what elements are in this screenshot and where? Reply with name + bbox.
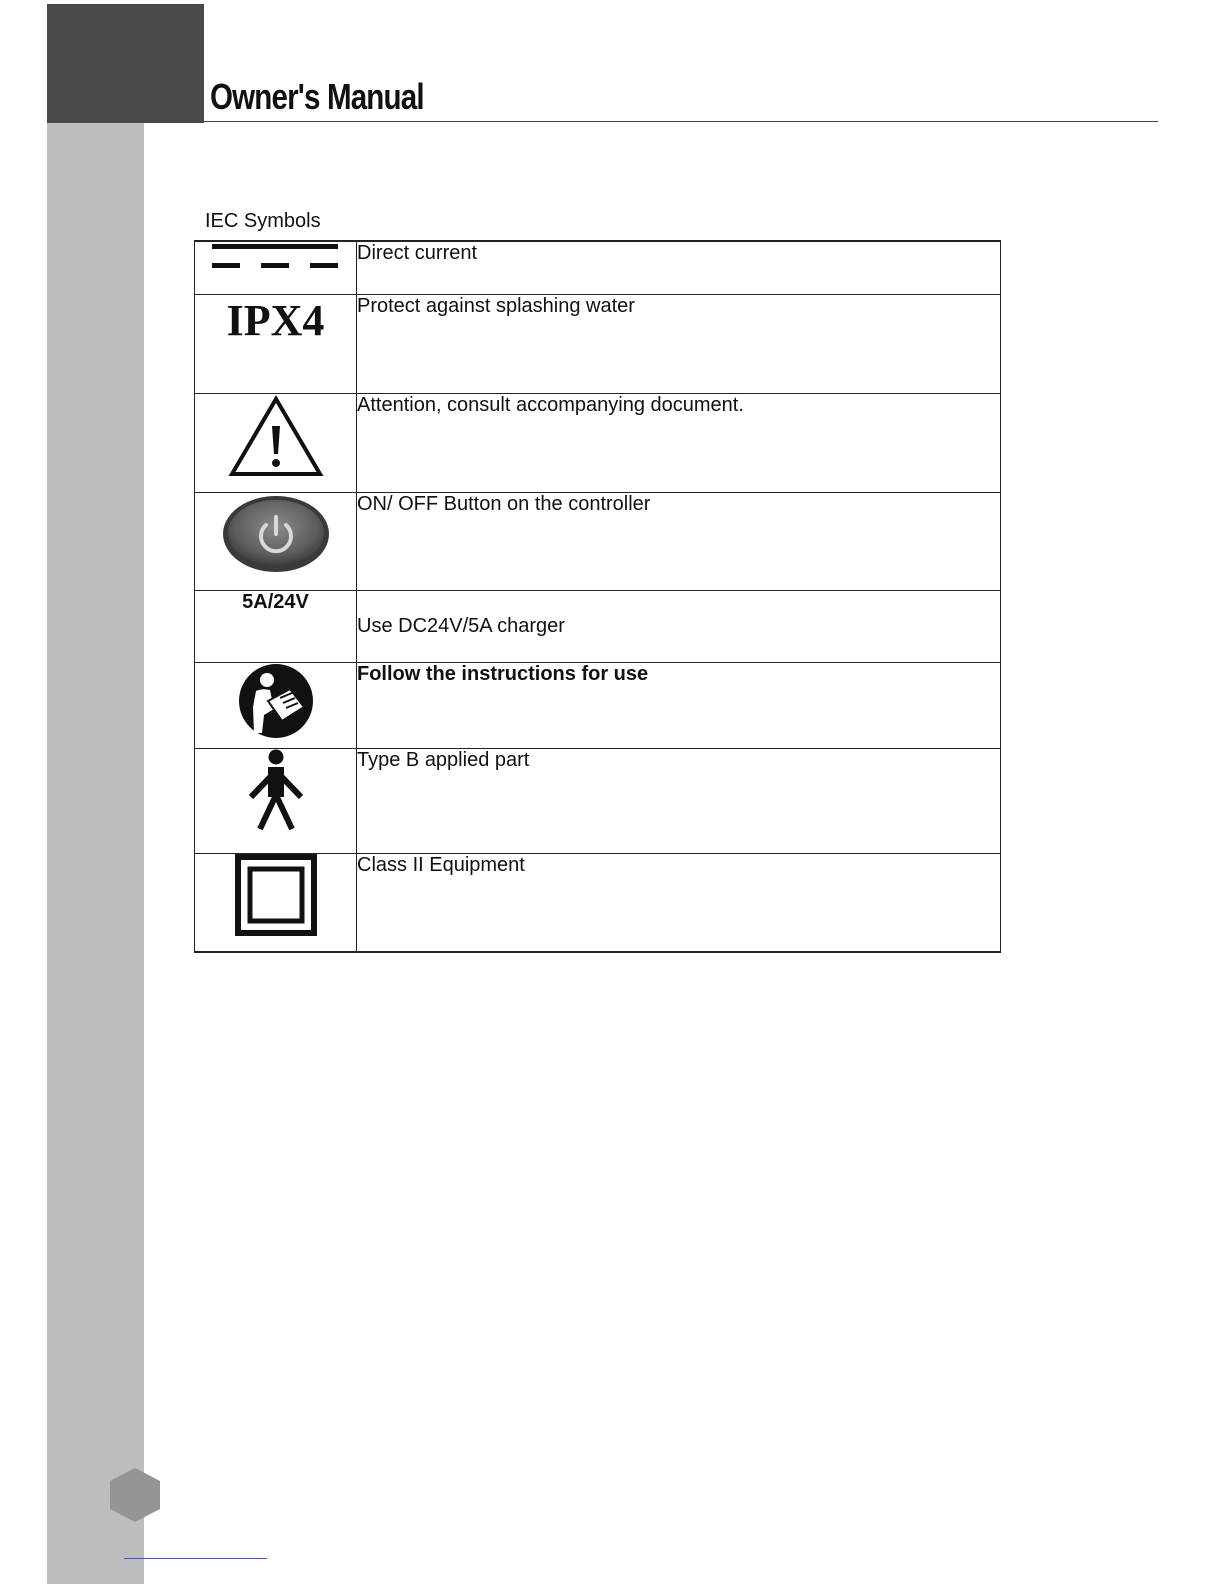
side-bar bbox=[47, 123, 144, 1584]
symbol-cell bbox=[195, 748, 357, 853]
description-cell: Type B applied part bbox=[357, 748, 1001, 853]
page-title: Owner's Manual bbox=[210, 76, 424, 117]
symbol-cell bbox=[195, 241, 357, 294]
symbol-cell bbox=[195, 294, 357, 393]
description-cell: Attention, consult accompanying document. bbox=[357, 393, 1001, 492]
rating-label: 5A/24V bbox=[242, 590, 309, 613]
direct-current-icon bbox=[212, 242, 340, 272]
description-cell: Class II Equipment bbox=[357, 853, 1001, 952]
header-block bbox=[47, 4, 204, 123]
table-row bbox=[195, 590, 1001, 662]
table-row bbox=[195, 662, 1001, 748]
symbol-cell bbox=[195, 393, 357, 492]
description-cell: ON/ OFF Button on the controller bbox=[357, 492, 1001, 590]
table-row bbox=[195, 393, 1001, 492]
section-label: IEC Symbols bbox=[205, 210, 321, 232]
table-row bbox=[195, 294, 1001, 393]
read-manual-icon bbox=[238, 663, 314, 739]
power-button-icon bbox=[221, 493, 331, 575]
warning-triangle-icon bbox=[228, 394, 324, 478]
footer-link-line bbox=[124, 1558, 267, 1559]
description-cell: Direct current bbox=[357, 241, 1001, 294]
ipx4-label: IPX4 bbox=[226, 295, 325, 345]
table-row bbox=[195, 492, 1001, 590]
table-row bbox=[195, 748, 1001, 853]
type-b-applied-part-icon bbox=[246, 749, 306, 831]
header-rule bbox=[47, 121, 1158, 122]
description-cell: Follow the instructions for use bbox=[357, 662, 1001, 748]
symbol-cell bbox=[195, 662, 357, 748]
symbol-cell bbox=[195, 492, 357, 590]
description-cell: Use DC24V/5A charger bbox=[357, 590, 1001, 662]
iec-symbols-table bbox=[194, 240, 1001, 953]
description-cell: Protect against splashing water bbox=[357, 294, 1001, 393]
symbol-cell bbox=[195, 590, 357, 662]
class-ii-equipment-icon bbox=[235, 854, 317, 936]
page-number-badge bbox=[108, 1466, 162, 1524]
table-row bbox=[195, 241, 1001, 294]
symbol-cell bbox=[195, 853, 357, 952]
table-row bbox=[195, 853, 1001, 952]
